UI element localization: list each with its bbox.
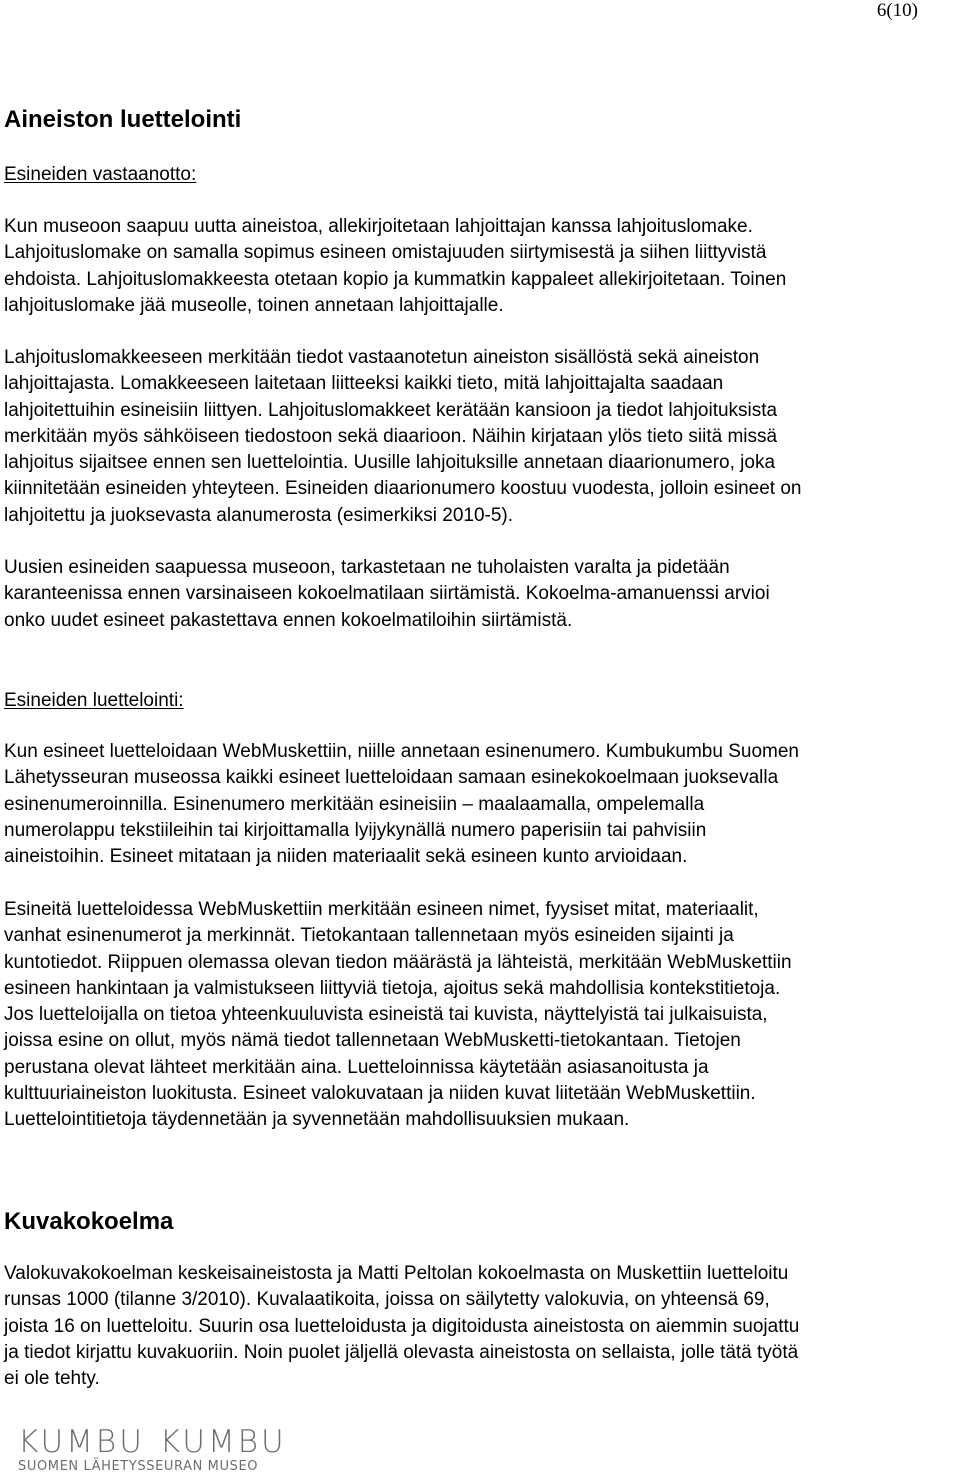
text-line: perustana olevat lähteet merkitään aina. Luetteloinnissa käytetään asiasanoitusta ja [4, 1056, 709, 1078]
text-line: ei ole tehty. [4, 1368, 100, 1390]
heading-cataloguing-objects: Esineiden luettelointi: [4, 690, 184, 711]
text-line: kulttuuriaineiston luokitusta. Esineet valokuvataan ja niiden kuvat liitetään WebMuskettiin. [4, 1083, 756, 1105]
text-line: lahjoitettuihin esineisiin liittyen. Lahjoituslomakkeet kerätään kansioon ja tiedot lahjoituksista [4, 399, 778, 421]
text-line: Valokuvakokoelman keskeisaineistosta ja Matti Peltolan kokoelmasta on Muskettiin luetteloitu [4, 1263, 789, 1284]
text-line: vanhat esinenumerot ja merkinnät. Tietokantaan tallennetaan myös esineiden sijainti ja [4, 925, 734, 947]
text-line: ehdoista. Lahjoituslomakkeesta otetaan kopio ja kummatkin kappaleet allekirjoitetaan. Toinen [4, 268, 787, 290]
text-line: Kun museoon saapuu uutta aineistoa, allekirjoitetaan lahjoittajan kanssa lahjoituslomake. [4, 216, 753, 237]
section-title-catalogue: Aineiston luettelointi [4, 106, 242, 133]
text-line: karanteenissa ennen varsinaiseen kokoelmatilaan siirtämistä. Kokoelma-amanuenssi arvioi [4, 583, 770, 605]
paragraph-cataloguing-2 [4, 897, 959, 1134]
logo-subtitle: SUOMEN LÄHETYSSEURAN MUSEO [18, 1459, 259, 1474]
text-line: kiinnitetään esineiden yhteyteen. Esineiden diaarionumero koostuu vuodesta, jolloin esineet on [4, 478, 802, 500]
text-line: aineistoihin. Esineet mitataan ja niiden materiaalit sekä esineen kunto arvioidaan. [4, 846, 688, 868]
logo-word-right: KUMBU [159, 1424, 287, 1460]
heading-receiving-objects: Esineiden vastaanotto: [4, 164, 197, 185]
text-line: ja tiedot kirjattu kuvakuoriin. Noin puolet jäljellä olevasta aineistosta on sellaista, jolle tätä työtä [4, 1341, 799, 1363]
text-line: lahjoituslomake jää museolle, toinen annetaan lahjoittajalle. [4, 294, 504, 316]
text-line: Uusien esineiden saapuessa museoon, tarkastetaan ne tuholaisten varalta ja pidetään [4, 557, 730, 578]
text-line: lahjoitus sijaitsee ennen sen luettelointia. Uusille lahjoituksille annetaan diaarionumero, joka [4, 452, 776, 474]
text-line: lahjoitettu ja juoksevasta alanumerosta (esimerkiksi 2010-5). [4, 504, 514, 526]
text-line: merkitään myös sähköiseen tiedostoon sekä diaarioon. Näihin kirjataan ylös tieto siitä missä [4, 425, 778, 447]
text-line: Kun esineet luetteloidaan WebMuskettiin, niille annetaan esinenumero. Kumbukumbu Suomen [4, 741, 799, 762]
paragraph-photo-collection [4, 1261, 959, 1392]
kumbukumbu-logo [18, 1425, 287, 1474]
text-line: runsas 1000 (tilanne 3/2010). Kuvalaatikoita, joissa on säilytetty valokuvia, on yhteensä 69, [4, 1289, 770, 1311]
logo-wordmark [18, 1425, 287, 1459]
text-line: Esineitä luetteloidessa WebMuskettiin merkitään esineen nimet, fyysiset mitat, materiaalit, [4, 899, 759, 920]
logo-word-left: KUMBU [18, 1424, 145, 1460]
text-line: onko uudet esineet pakastettava ennen kokoelmatiloihin siirtämistä. [4, 609, 573, 631]
paragraph-receiving-2 [4, 345, 959, 529]
text-line: joissa esine on ollut, myös nämä tiedot tallennetaan WebMusketti-tietokantaan. Tietojen [4, 1030, 741, 1052]
text-line: lahjoittajasta. Lomakkeeseen laitetaan liitteeksi kaikki tieto, mitä lahjoittajalta saadaan [4, 373, 724, 395]
text-line: esinenumeroinnilla. Esinenumero merkitään esineisiin – maalaamalla, ompelemalla [4, 793, 705, 815]
text-line: Jos luetteloijalla on tietoa yhteenkuuluvista esineistä tai kuvista, näyttelyistä tai julkaisuista, [4, 1004, 768, 1026]
text-line: esineen hankintaan ja valmistukseen liittyviä tietoja, ajoitus sekä mahdollisia kontekstitietoja. [4, 977, 781, 999]
text-line: Luettelointitietoja täydennetään ja syvennetään mahdollisuuksien mukaan. [4, 1109, 630, 1131]
text-line: Lähetysseuran museossa kaikki esineet luetteloidaan samaan esinekokoelmaan juoksevalla [4, 767, 779, 789]
paragraph-receiving-1 [4, 214, 959, 319]
paragraph-receiving-3 [4, 555, 959, 634]
text-line: joista 16 on luetteloitu. Suurin osa luetteloidusta ja digitoidusta aineistosta on aiemmin suojattu [4, 1315, 800, 1337]
paragraph-cataloguing-1 [4, 739, 959, 870]
text-line: Lahjoituslomake on samalla sopimus esineen omistajuuden siirtymisestä ja siihen liittyvistä [4, 242, 767, 264]
text-line: numerolappu tekstiileihin tai kirjoittamalla lyijykynällä numero paperisiin tai pahvisiin [4, 819, 707, 841]
section-title-photo-collection: Kuvakokoelma [4, 1208, 174, 1235]
logo-separator [146, 1424, 159, 1460]
text-line: Lahjoituslomakkeeseen merkitään tiedot vastaanotetun aineiston sisällöstä sekä aineiston [4, 347, 760, 368]
page-number: 6(10) [876, 0, 918, 21]
text-line: kuntotiedot. Riippuen olemassa olevan tiedon määrästä ja lähteistä, merkitään WebMuskettiin [4, 951, 792, 973]
